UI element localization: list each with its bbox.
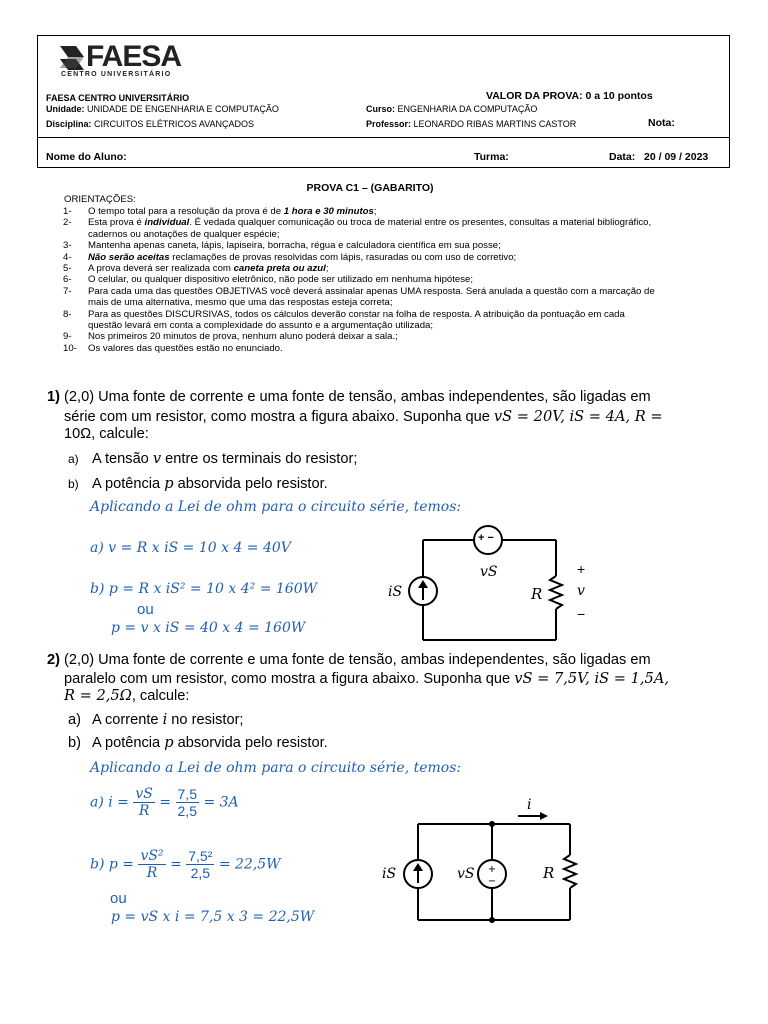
- q2-item-a: [68, 711, 244, 728]
- date-line: [609, 151, 708, 163]
- orientation-text: Os valores das questões estão no enunciado.: [88, 342, 283, 354]
- q2-sol-a-num2: 7,5: [177, 786, 197, 802]
- orientation-text-end: reclamações de provas resolvidas com lápis, rasuradas ou com uso de corretivo;: [169, 251, 517, 263]
- orientation-number: 1-: [63, 206, 72, 217]
- orientation-text: Esta prova é: [88, 217, 145, 229]
- q1-line3: , calcule:: [91, 426, 149, 442]
- orientation-item: [63, 331, 703, 342]
- logo-text: FAESA: [86, 40, 182, 73]
- svg-text:+: +: [487, 864, 497, 875]
- course-value: ENGENHARIA DA COMPUTAÇÃO: [397, 104, 538, 114]
- orientation-emphasis: Não serão aceitas: [88, 251, 170, 263]
- professor-value: LEONARDO RIBAS MARTINS CASTOR: [413, 119, 577, 129]
- orientation-text: O celular, ou qualquer dispositivo eletrônico, não pode ser utilizado em nenhuma hipótese;: [88, 274, 474, 286]
- orientation-number: 3-: [63, 240, 72, 252]
- q2-sol-a-frac1: [133, 786, 155, 819]
- q1-v-label: v: [577, 583, 585, 599]
- q1-item-a: [68, 450, 357, 467]
- orientation-text: A prova deverá ser realizada com: [88, 263, 234, 275]
- q1-statement-line2: [64, 408, 663, 425]
- orientation-number: 4-: [63, 251, 72, 263]
- orientation-continuation: questão levará em conta a complexidade do assunto e a argumentação utilizada;: [88, 320, 434, 332]
- orientation-item: [63, 240, 703, 251]
- q2-r-label: R: [543, 864, 555, 882]
- q2-circuit-diagram: [400, 800, 600, 930]
- date-label: Data:: [609, 151, 636, 163]
- q2-b-label: b): [68, 735, 81, 751]
- q1-solution-intro: Aplicando a Lei de ohm para o circuito série, temos:: [90, 499, 462, 515]
- q2-sol-a-frac2: [176, 786, 199, 819]
- orientation-number: 9-: [63, 331, 72, 343]
- q1-line2: série com um resistor, como mostra a figura abaixo. Suponha que: [64, 409, 494, 425]
- orientation-number: 2-: [63, 217, 72, 229]
- q2-circuit: [400, 800, 600, 935]
- q2-sol-a-den: R: [138, 803, 150, 819]
- discipline-label: Disciplina:: [46, 119, 92, 129]
- orientation-item: [63, 343, 703, 354]
- q1-item-b: [68, 475, 328, 492]
- q2-statement-line2: [64, 670, 669, 687]
- orientation-item: [63, 217, 703, 228]
- course-line: [366, 104, 537, 114]
- date-value: 20 / 09 / 2023: [644, 151, 709, 163]
- logo-subtitle: CENTRO UNIVERSITÁRIO: [61, 71, 172, 78]
- orientation-continuation: cadernos ou anotações de qualquer espécie;: [88, 228, 280, 240]
- q1-a-pre: A tensão: [92, 451, 153, 467]
- q2-sol-b-num: vS²: [140, 848, 164, 864]
- q2-line1: Uma fonte de corrente e uma fonte de tensão, ambas independentes, são ligadas em: [94, 652, 651, 668]
- exam-title: PROVA C1 – (GABARITO): [306, 182, 434, 194]
- q2-a-post: no resistor;: [167, 712, 244, 728]
- q2-line2: paralelo com um resistor, como mostra a figura abaixo. Suponha que: [64, 671, 515, 687]
- q2-solution-a: a) i = $\frac{vS}{R}$ = $\frac{7,5}{2,5}$ = 3A: [90, 786, 239, 819]
- orientation-item: [63, 252, 703, 263]
- institution-name: FAESA CENTRO UNIVERSITÁRIO: [46, 93, 190, 103]
- q2-sol-b-num2: 7,5²: [188, 848, 213, 864]
- unit-value: UNIDADE DE ENGENHARIA E COMPUTAÇÃO: [87, 104, 279, 114]
- q1-statement-line3: [64, 426, 149, 442]
- q2-i-label: i: [527, 797, 532, 813]
- q1-line1: Uma fonte de corrente e uma fonte de tensão, ambas independentes, são ligadas em: [94, 389, 651, 405]
- q2-solution-b: b) p = $\frac{\text{vS²}}{R}$ = $\frac{\text{7,5²}}{2,5}$ = 22,5W: [90, 848, 281, 881]
- q2-sol-b-frac1: [138, 848, 165, 881]
- q1-r-label: R: [531, 585, 543, 603]
- q2-b-pre: A potência: [92, 735, 165, 751]
- q2-statement-line1: [47, 652, 651, 668]
- q1-b-post: absorvida pelo resistor.: [173, 476, 328, 492]
- q1-line3-math: 10Ω: [64, 426, 92, 442]
- q1-v-minus: −: [577, 606, 586, 622]
- q2-sol-a-post: = 3A: [203, 794, 239, 811]
- orientation-item: [63, 263, 703, 274]
- q2-sol-b-den: R: [146, 865, 158, 881]
- orientation-number: 10-: [63, 342, 77, 354]
- q1-a-label: a): [68, 452, 79, 466]
- q1-line2-math: vS = 20V, iS = 4A, R =: [493, 408, 663, 425]
- q2-vs-label: vS: [457, 866, 475, 882]
- orientation-number: 6-: [63, 274, 72, 286]
- q2-solution-b2: p = vS x i = 7,5 x 3 = 22,5W: [111, 909, 315, 925]
- orientation-emphasis: individual: [144, 217, 190, 229]
- q1-solution-a: a) v = R x iS = 10 x 4 = 40V: [90, 540, 291, 556]
- q2-statement-line3: [64, 687, 189, 704]
- q2-sol-b-pre: b) p =: [90, 856, 135, 873]
- q1-b-pre: A potência: [92, 476, 165, 492]
- q2-a-pre: A corrente: [92, 712, 163, 728]
- q1-solution-or: ou: [137, 601, 154, 618]
- orientation-number: 5-: [63, 263, 72, 275]
- orientation-emphasis: 1 hora e 30 minutos: [283, 206, 374, 217]
- q1-solution-b2: p = v x iS = 40 x 4 = 160W: [111, 620, 306, 636]
- q2-a-var: i: [162, 711, 168, 728]
- discipline-line: [46, 119, 254, 129]
- q1-solution-b: b) p = R x iS² = 10 x 4² = 160W: [90, 581, 317, 597]
- exam-value: VALOR DA PROVA: 0 a 10 pontos: [486, 90, 653, 102]
- orientation-number: 7-: [63, 285, 72, 297]
- q2-b-post: absorvida pelo resistor.: [173, 735, 328, 751]
- q1-vs-sign: + −: [478, 532, 494, 544]
- orientation-text-end: ;: [373, 206, 377, 217]
- q2-line3-math: R = 2,5Ω: [64, 687, 132, 704]
- grade-label: Nota:: [648, 117, 675, 129]
- q1-a-post: entre os terminais do resistor;: [161, 451, 358, 467]
- student-name-label: Nome do Aluno:: [46, 151, 127, 163]
- unit-line: [46, 104, 279, 114]
- course-label: Curso:: [366, 104, 395, 114]
- q2-line3: , calcule:: [131, 688, 190, 704]
- professor-line: [366, 119, 576, 129]
- q1-is-label: iS: [388, 584, 403, 600]
- orientation-continuation: mais de uma alternativa, mesmo que uma das respostas esteja correta;: [88, 297, 393, 309]
- orientation-text-end: ;: [325, 263, 329, 275]
- q1-v-plus: +: [577, 561, 586, 577]
- orientation-item: [63, 286, 703, 297]
- orientations-list: [63, 206, 703, 354]
- orientations-title: ORIENTAÇÕES:: [64, 194, 136, 205]
- q2-line2-math: vS = 7,5V, iS = 1,5A,: [514, 670, 669, 687]
- q2-solution-intro: Aplicando a Lei de ohm para o circuito série, temos:: [90, 760, 462, 776]
- q2-sol-a-den2: 2,5: [177, 803, 197, 819]
- q2-sol-a-pre: a) i =: [90, 794, 129, 811]
- q2-sol-b-frac2: [186, 848, 214, 881]
- orientation-item: [63, 274, 703, 285]
- q2-a-label: a): [68, 712, 81, 728]
- q2-sol-b-den2: 2,5: [190, 865, 211, 881]
- orientation-text: Nos primeiros 20 minutos de prova, nenhum aluno poderá deixar a sala.;: [88, 331, 398, 343]
- q1-b-label: b): [68, 477, 79, 491]
- q2-is-label: iS: [382, 866, 397, 882]
- q1-vs-label: vS: [480, 564, 498, 580]
- q2-sol-b-post: = 22,5W: [218, 856, 281, 873]
- orientation-text-end: . É vedada qualquer comunicação ou troca de material entre os presentes, consultas a material bibliográfico,: [189, 217, 652, 229]
- q2-b-var: p: [164, 734, 174, 751]
- orientation-number: 8-: [63, 308, 72, 320]
- unit-label: Unidade:: [46, 104, 85, 114]
- q1-statement-line1: [47, 389, 651, 405]
- class-label: Turma:: [474, 151, 509, 163]
- orientation-text: O tempo total para a resolução da prova é de: [88, 206, 284, 217]
- q1-a-var: v: [152, 450, 162, 467]
- header-divider: [37, 137, 730, 138]
- q1-points: (2,0): [64, 389, 95, 405]
- q1-number: 1): [47, 389, 60, 405]
- q2-sol-a-num: vS: [135, 786, 153, 802]
- discipline-value: CIRCUITOS ELÉTRICOS AVANÇADOS: [94, 119, 255, 129]
- orientation-text: Mantenha apenas caneta, lápis, lapiseira, borracha, régua e calculadora científica em sua posse;: [88, 240, 501, 252]
- professor-label: Professor:: [366, 119, 412, 129]
- orientation-item: [63, 309, 703, 320]
- orientation-text: Para cada uma das questões OBJETIVAS você deverá assinalar apenas UMA resposta. Será anulada a questão com a marcação de: [88, 285, 655, 297]
- orientation-item: [63, 206, 703, 217]
- q2-number: 2): [47, 652, 60, 668]
- q2-solution-or: ou: [110, 890, 127, 907]
- orientation-emphasis: caneta preta ou azul: [233, 263, 326, 275]
- svg-text:−: −: [487, 876, 497, 887]
- q2-item-b: [68, 734, 328, 751]
- q2-points: (2,0): [64, 652, 95, 668]
- orientation-text: Para as questões DISCURSIVAS, todos os cálculos deverão constar na folha de resposta. A atribuição da pontuação em cada: [88, 308, 625, 320]
- q1-b-var: p: [164, 475, 174, 492]
